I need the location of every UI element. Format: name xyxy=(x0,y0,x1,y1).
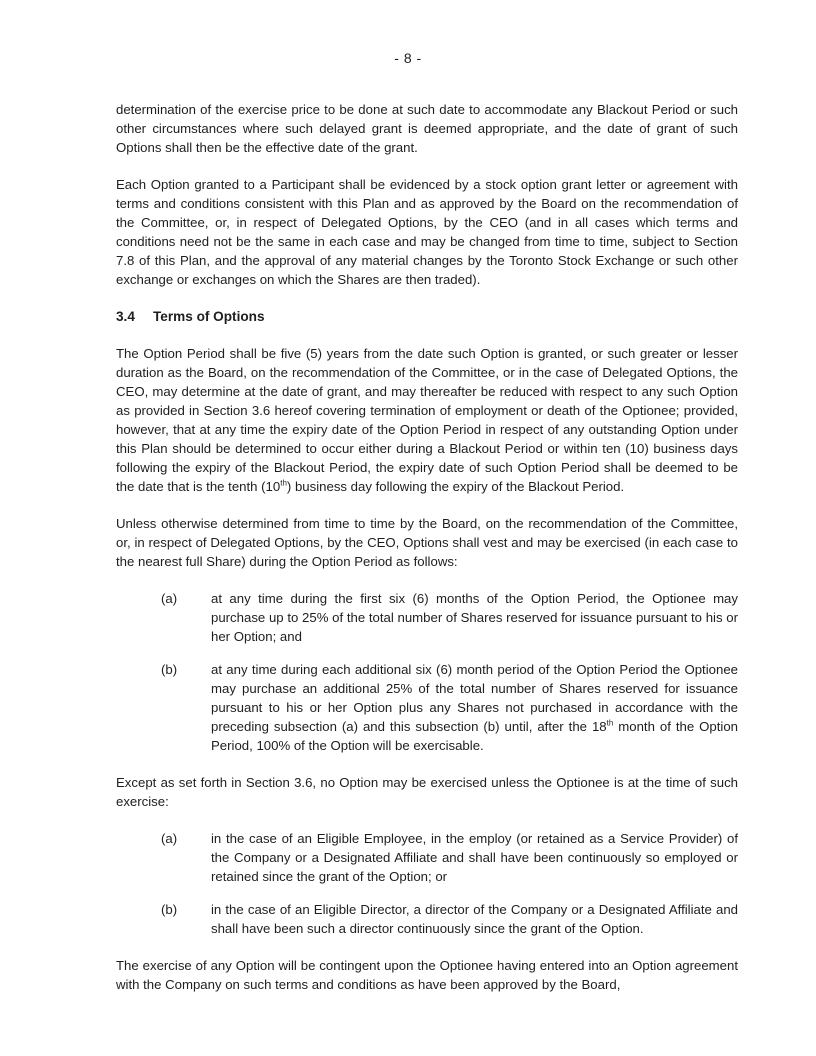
list-item-exercise-a xyxy=(161,829,738,886)
list-item-label: (a) xyxy=(161,591,178,606)
list-item-vesting-b xyxy=(161,660,738,755)
page-body xyxy=(116,100,738,994)
list-item-label: (b) xyxy=(161,662,178,677)
list-item-exercise-b xyxy=(161,900,738,938)
list-item-label: (b) xyxy=(161,902,178,917)
page-number: - 8 - xyxy=(394,50,422,66)
list-item-text: at any time during the first six (6) months of the Option Period, the Optionee may purchase up to 25% of the total number of Shares reserved for issuance pursuant to his or her Option; and xyxy=(211,591,738,644)
paragraph-vesting-intro: Unless otherwise determined from time to time by the Board, on the recommendation of the Committee, or, in respect of Delegated Options, by the CEO, Options shall vest and may be exercised (in each case to the nearest full Share) during the Option Period as follows: xyxy=(116,516,738,569)
paragraph-blackout-grant: determination of the exercise price to be done at such date to accommodate any Blackout Period or such other circumstances where such delayed grant is deemed appropriate, and the date of grant of such Options shall then be the effective date of the grant. xyxy=(116,102,738,155)
section-heading xyxy=(116,307,738,326)
paragraph-grant-letter: Each Option granted to a Participant shall be evidenced by a stock option grant letter or agreement with terms and conditions consistent with this Plan and as approved by the Board on the recommendation of the Committee, or, in respect of Delegated Options, by the CEO (and in all cases which terms and conditions need not be the same in each case and may be changed from time to time, subject to Section 7.8 of this Plan, and the approval of any material changes by the Toronto Stock Exchange or such other exchange or exchanges on which the Shares are then traded). xyxy=(116,177,738,287)
list-item-label: (a) xyxy=(161,831,178,846)
section-number: 3.4 xyxy=(116,309,135,324)
list-item-vesting-a xyxy=(161,589,738,646)
list-item-text: at any time during each additional six (6) month period of the Option Period the Optionee may purchase an additional 25% of the total number of Shares reserved for issuance pursuant to his or her Option plus any Shares not purchased in accordance with the preceding subsection (a) and this subsection (b) until, after the 18th month of the Option Period, 100% of the Option will be exercisable. xyxy=(211,662,738,753)
list-item-text: in the case of an Eligible Employee, in the employ (or retained as a Service Provider) of the Company or a Designated Affiliate and shall have been continuously so employed or retained since the grant of the Option; or xyxy=(211,831,738,884)
paragraph-option-period: The Option Period shall be five (5) years from the date such Option is granted, or such greater or lesser duration as the Board, on the recommendation of the Committee, or in the case of Delegated Options, the CEO, may determine at the date of grant, and may thereafter be reduced with respect to any such Option as provided in Section 3.6 hereof covering termination of employment or death of the Optionee; provided, however, that at any time the expiry date of the Option Period in respect of any outstanding Option under this Plan should be determined to occur either during a Blackout Period or within ten (10) business days following the expiry of the Blackout Period, the expiry date of such Option Period shall be deemed to be the date that is the tenth (10th) business day following the expiry of the Blackout Period. xyxy=(116,346,738,494)
section-title: Terms of Options xyxy=(153,309,265,324)
paragraph-exercise-condition: Except as set forth in Section 3.6, no Option may be exercised unless the Optionee is at the time of such exercise: xyxy=(116,775,738,809)
paragraph-option-agreement: The exercise of any Option will be contingent upon the Optionee having entered into an Option agreement with the Company on such terms and conditions as have been approved by the Board, xyxy=(116,958,738,992)
list-item-text: in the case of an Eligible Director, a director of the Company or a Designated Affiliate and shall have been such a director continuously since the grant of the Option. xyxy=(211,902,738,936)
